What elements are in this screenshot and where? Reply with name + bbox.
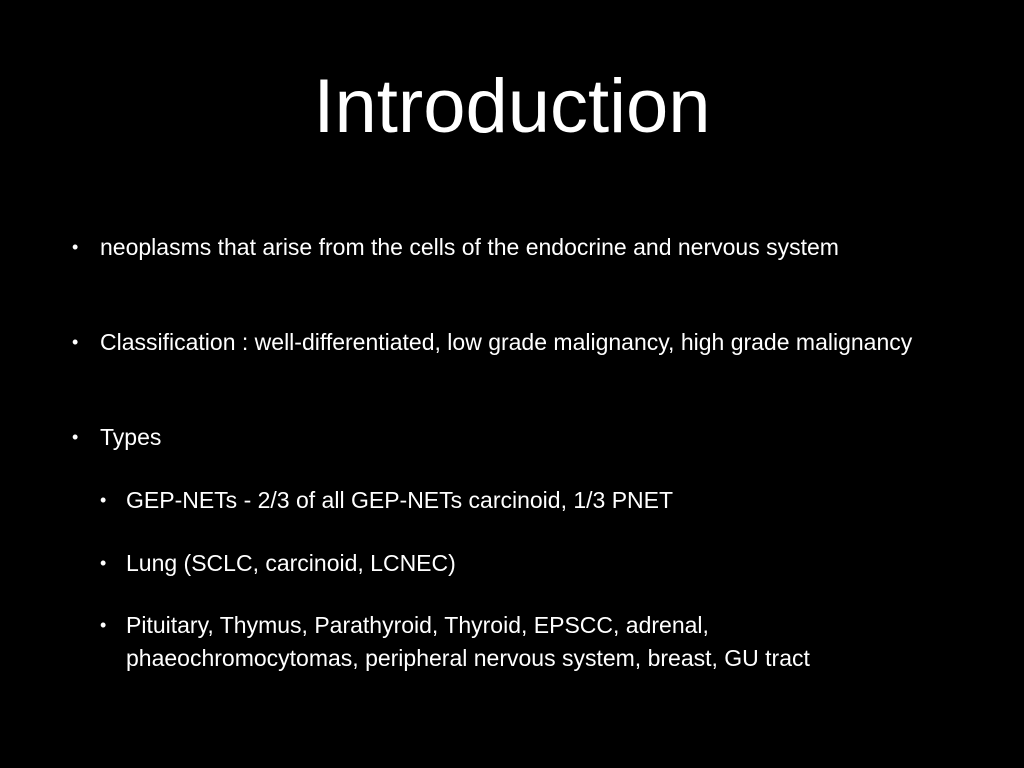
- bullet-icon: •: [100, 553, 107, 573]
- bullet-text: Lung (SCLC, carcinoid, LCNEC): [126, 550, 456, 576]
- slide-title: Introduction: [313, 64, 711, 149]
- bullet-item: [72, 421, 940, 454]
- sub-bullet-item: [100, 484, 946, 517]
- bullet-icon: •: [72, 332, 79, 352]
- bullet-icon: •: [72, 427, 79, 447]
- bullet-icon: •: [72, 237, 79, 257]
- bullet-icon: •: [100, 490, 107, 510]
- bullet-text: Pituitary, Thymus, Parathyroid, Thyroid, EPSCC, adrenal, phaeochromocytomas, peripheral nervous system, breast, GU tract: [126, 612, 810, 671]
- bullet-text: neoplasms that arise from the cells of the endocrine and nervous system: [100, 234, 839, 260]
- sub-bullet-item: [100, 609, 946, 675]
- bullet-item: [72, 326, 940, 359]
- bullet-text: Classification : well-differentiated, low grade malignancy, high grade malignancy: [100, 329, 913, 355]
- bullet-text: Types: [100, 424, 162, 450]
- bullet-item: [72, 231, 940, 264]
- bullet-text: GEP-NETs - 2/3 of all GEP-NETs carcinoid, 1/3 PNET: [126, 487, 674, 513]
- sub-bullet-item: [100, 547, 946, 580]
- bullet-icon: •: [100, 615, 107, 635]
